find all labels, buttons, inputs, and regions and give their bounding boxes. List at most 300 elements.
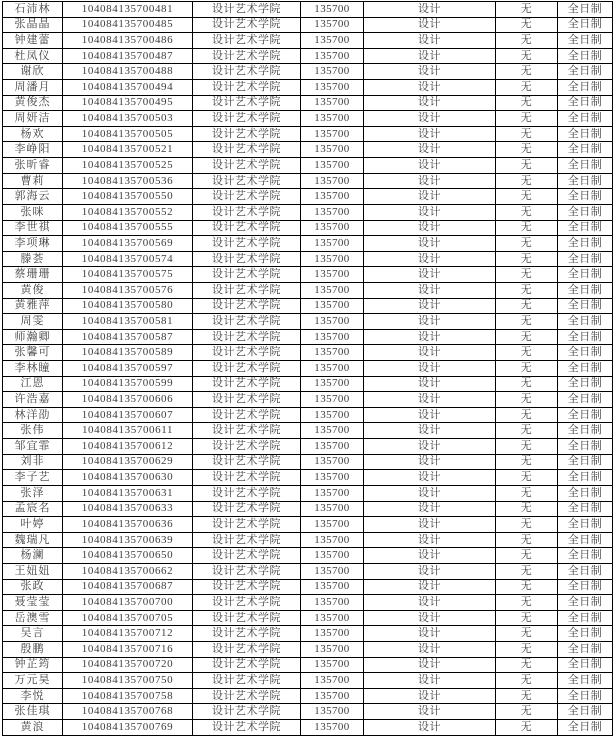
cell-major-name: 设计: [364, 579, 496, 595]
cell-college: 设计艺术学院: [193, 142, 301, 158]
table-row: [3, 33, 613, 49]
cell-major-name: 设计: [364, 48, 496, 64]
cell-candidate-id: 104084135700662: [63, 563, 193, 579]
cell-major-code: 135700: [301, 111, 364, 127]
cell-major-code: 135700: [301, 126, 364, 142]
cell-major-code: 135700: [301, 673, 364, 689]
table-row: [3, 236, 613, 252]
cell-student-name: 蔡珊珊: [3, 267, 63, 283]
cell-candidate-id: 104084135700631: [63, 485, 193, 501]
cell-study-mode: 全日制: [558, 17, 613, 33]
cell-college: 设计艺术学院: [193, 95, 301, 111]
cell-extra-exam: 无: [496, 345, 558, 361]
table-row: [3, 673, 613, 689]
cell-major-name: 设计: [364, 501, 496, 517]
cell-major-code: 135700: [301, 267, 364, 283]
cell-study-mode: 全日制: [558, 485, 613, 501]
cell-candidate-id: 104084135700536: [63, 173, 193, 189]
table-row: [3, 95, 613, 111]
cell-candidate-id: 104084135700576: [63, 282, 193, 298]
cell-extra-exam: 无: [496, 329, 558, 345]
table-row: [3, 454, 613, 470]
cell-student-name: 杜凤仪: [3, 48, 63, 64]
cell-college: 设计艺术学院: [193, 251, 301, 267]
cell-candidate-id: 104084135700495: [63, 95, 193, 111]
table-row: [3, 501, 613, 517]
cell-extra-exam: 无: [496, 376, 558, 392]
cell-major-name: 设计: [364, 142, 496, 158]
cell-candidate-id: 104084135700575: [63, 267, 193, 283]
cell-extra-exam: 无: [496, 236, 558, 252]
cell-college: 设计艺术学院: [193, 720, 301, 736]
cell-college: 设计艺术学院: [193, 579, 301, 595]
cell-student-name: 许浩嘉: [3, 392, 63, 408]
cell-study-mode: 全日制: [558, 204, 613, 220]
cell-study-mode: 全日制: [558, 189, 613, 205]
cell-major-name: 设计: [364, 158, 496, 174]
cell-extra-exam: 无: [496, 17, 558, 33]
cell-major-code: 135700: [301, 314, 364, 330]
cell-extra-exam: 无: [496, 95, 558, 111]
cell-college: 设计艺术学院: [193, 470, 301, 486]
table-row: [3, 173, 613, 189]
cell-student-name: 黄俊: [3, 282, 63, 298]
cell-extra-exam: 无: [496, 142, 558, 158]
cell-study-mode: 全日制: [558, 673, 613, 689]
table-row: [3, 111, 613, 127]
cell-study-mode: 全日制: [558, 657, 613, 673]
cell-extra-exam: 无: [496, 423, 558, 439]
cell-college: 设计艺术学院: [193, 80, 301, 96]
cell-extra-exam: 无: [496, 704, 558, 720]
cell-major-code: 135700: [301, 142, 364, 158]
table-row: [3, 329, 613, 345]
cell-college: 设计艺术学院: [193, 454, 301, 470]
cell-extra-exam: 无: [496, 126, 558, 142]
cell-student-name: 谢欣: [3, 64, 63, 80]
cell-study-mode: 全日制: [558, 517, 613, 533]
cell-extra-exam: 无: [496, 501, 558, 517]
table-row: [3, 720, 613, 736]
cell-college: 设计艺术学院: [193, 595, 301, 611]
cell-student-name: 黄俊杰: [3, 95, 63, 111]
cell-major-code: 135700: [301, 204, 364, 220]
cell-extra-exam: 无: [496, 392, 558, 408]
cell-major-name: 设计: [364, 2, 496, 18]
cell-college: 设计艺术学院: [193, 423, 301, 439]
cell-candidate-id: 104084135700525: [63, 158, 193, 174]
cell-study-mode: 全日制: [558, 563, 613, 579]
cell-major-code: 135700: [301, 251, 364, 267]
cell-major-code: 135700: [301, 33, 364, 49]
cell-candidate-id: 104084135700720: [63, 657, 193, 673]
cell-student-name: 张晶晶: [3, 17, 63, 33]
table-row: [3, 532, 613, 548]
cell-major-code: 135700: [301, 720, 364, 736]
cell-candidate-id: 104084135700481: [63, 2, 193, 18]
cell-major-code: 135700: [301, 563, 364, 579]
cell-major-name: 设计: [364, 392, 496, 408]
cell-candidate-id: 104084135700716: [63, 641, 193, 657]
cell-college: 设计艺术学院: [193, 376, 301, 392]
cell-study-mode: 全日制: [558, 470, 613, 486]
cell-college: 设计艺术学院: [193, 501, 301, 517]
table-row: [3, 626, 613, 642]
cell-extra-exam: 无: [496, 439, 558, 455]
cell-major-code: 135700: [301, 329, 364, 345]
cell-study-mode: 全日制: [558, 64, 613, 80]
cell-major-code: 135700: [301, 626, 364, 642]
cell-college: 设计艺术学院: [193, 329, 301, 345]
cell-college: 设计艺术学院: [193, 111, 301, 127]
cell-student-name: 李悦: [3, 688, 63, 704]
cell-student-name: 吴言: [3, 626, 63, 642]
cell-study-mode: 全日制: [558, 532, 613, 548]
cell-major-name: 设计: [364, 548, 496, 564]
cell-extra-exam: 无: [496, 579, 558, 595]
cell-candidate-id: 104084135700555: [63, 220, 193, 236]
cell-college: 设计艺术学院: [193, 220, 301, 236]
cell-study-mode: 全日制: [558, 501, 613, 517]
cell-candidate-id: 104084135700597: [63, 361, 193, 377]
cell-candidate-id: 104084135700599: [63, 376, 193, 392]
cell-major-name: 设计: [364, 329, 496, 345]
cell-major-code: 135700: [301, 220, 364, 236]
cell-major-code: 135700: [301, 345, 364, 361]
cell-college: 设计艺术学院: [193, 485, 301, 501]
cell-study-mode: 全日制: [558, 345, 613, 361]
table-row: [3, 610, 613, 626]
cell-major-name: 设计: [364, 563, 496, 579]
cell-major-code: 135700: [301, 439, 364, 455]
cell-candidate-id: 104084135700569: [63, 236, 193, 252]
cell-candidate-id: 104084135700629: [63, 454, 193, 470]
cell-candidate-id: 104084135700611: [63, 423, 193, 439]
cell-major-name: 设计: [364, 704, 496, 720]
cell-student-name: 李峥阳: [3, 142, 63, 158]
cell-study-mode: 全日制: [558, 48, 613, 64]
cell-student-name: 王妞妞: [3, 563, 63, 579]
cell-study-mode: 全日制: [558, 626, 613, 642]
cell-student-name: 邹宜霏: [3, 439, 63, 455]
table-row: [3, 579, 613, 595]
cell-major-name: 设计: [364, 610, 496, 626]
cell-major-name: 设计: [364, 517, 496, 533]
cell-college: 设计艺术学院: [193, 236, 301, 252]
cell-student-name: 滕荟: [3, 251, 63, 267]
table-row: [3, 314, 613, 330]
cell-major-name: 设计: [364, 485, 496, 501]
cell-extra-exam: 无: [496, 80, 558, 96]
cell-major-name: 设计: [364, 64, 496, 80]
cell-student-name: 殷鹏: [3, 641, 63, 657]
cell-study-mode: 全日制: [558, 595, 613, 611]
table-row: [3, 298, 613, 314]
cell-major-name: 设计: [364, 688, 496, 704]
table-row: [3, 595, 613, 611]
table-row: [3, 688, 613, 704]
cell-candidate-id: 104084135700687: [63, 579, 193, 595]
cell-study-mode: 全日制: [558, 704, 613, 720]
cell-major-code: 135700: [301, 298, 364, 314]
cell-extra-exam: 无: [496, 470, 558, 486]
cell-student-name: 张泽: [3, 485, 63, 501]
cell-extra-exam: 无: [496, 626, 558, 642]
cell-extra-exam: 无: [496, 454, 558, 470]
cell-college: 设计艺术学院: [193, 189, 301, 205]
cell-study-mode: 全日制: [558, 407, 613, 423]
table-row: [3, 563, 613, 579]
cell-candidate-id: 104084135700550: [63, 189, 193, 205]
cell-college: 设计艺术学院: [193, 361, 301, 377]
cell-student-name: 周妍洁: [3, 111, 63, 127]
admission-roster-table: [2, 1, 613, 736]
cell-study-mode: 全日制: [558, 95, 613, 111]
cell-major-code: 135700: [301, 548, 364, 564]
cell-extra-exam: 无: [496, 407, 558, 423]
table-row: [3, 126, 613, 142]
cell-college: 设计艺术学院: [193, 33, 301, 49]
cell-major-name: 设计: [364, 251, 496, 267]
cell-major-name: 设计: [364, 626, 496, 642]
table-row: [3, 64, 613, 80]
cell-study-mode: 全日制: [558, 173, 613, 189]
cell-study-mode: 全日制: [558, 392, 613, 408]
cell-major-name: 设计: [364, 532, 496, 548]
table-row: [3, 267, 613, 283]
cell-college: 设计艺术学院: [193, 626, 301, 642]
cell-candidate-id: 104084135700488: [63, 64, 193, 80]
cell-student-name: 李林瞳: [3, 361, 63, 377]
cell-major-name: 设计: [364, 126, 496, 142]
cell-major-code: 135700: [301, 595, 364, 611]
cell-extra-exam: 无: [496, 688, 558, 704]
cell-major-code: 135700: [301, 392, 364, 408]
cell-extra-exam: 无: [496, 48, 558, 64]
cell-extra-exam: 无: [496, 282, 558, 298]
cell-major-name: 设计: [364, 439, 496, 455]
cell-college: 设计艺术学院: [193, 48, 301, 64]
cell-major-code: 135700: [301, 407, 364, 423]
cell-college: 设计艺术学院: [193, 267, 301, 283]
cell-study-mode: 全日制: [558, 688, 613, 704]
cell-candidate-id: 104084135700769: [63, 720, 193, 736]
table-row: [3, 657, 613, 673]
cell-candidate-id: 104084135700487: [63, 48, 193, 64]
table-row: [3, 485, 613, 501]
cell-major-name: 设计: [364, 282, 496, 298]
cell-candidate-id: 104084135700700: [63, 595, 193, 611]
cell-student-name: 张政: [3, 579, 63, 595]
cell-candidate-id: 104084135700587: [63, 329, 193, 345]
table-row: [3, 423, 613, 439]
cell-major-code: 135700: [301, 48, 364, 64]
cell-extra-exam: 无: [496, 2, 558, 18]
cell-candidate-id: 104084135700503: [63, 111, 193, 127]
cell-major-code: 135700: [301, 610, 364, 626]
cell-student-name: 魏瑞凡: [3, 532, 63, 548]
cell-student-name: 周潘月: [3, 80, 63, 96]
cell-study-mode: 全日制: [558, 282, 613, 298]
cell-candidate-id: 104084135700581: [63, 314, 193, 330]
cell-study-mode: 全日制: [558, 361, 613, 377]
cell-major-code: 135700: [301, 236, 364, 252]
table-row: [3, 282, 613, 298]
table-row: [3, 204, 613, 220]
table-row: [3, 548, 613, 564]
cell-college: 设计艺术学院: [193, 64, 301, 80]
cell-extra-exam: 无: [496, 361, 558, 377]
table-row: [3, 517, 613, 533]
cell-major-code: 135700: [301, 2, 364, 18]
cell-extra-exam: 无: [496, 189, 558, 205]
cell-candidate-id: 104084135700633: [63, 501, 193, 517]
cell-student-name: 杨欢: [3, 126, 63, 142]
cell-candidate-id: 104084135700758: [63, 688, 193, 704]
cell-student-name: 李项琳: [3, 236, 63, 252]
cell-major-code: 135700: [301, 704, 364, 720]
cell-major-name: 设计: [364, 33, 496, 49]
cell-study-mode: 全日制: [558, 126, 613, 142]
cell-study-mode: 全日制: [558, 33, 613, 49]
cell-major-name: 设计: [364, 111, 496, 127]
cell-study-mode: 全日制: [558, 298, 613, 314]
cell-student-name: 张咪: [3, 204, 63, 220]
cell-major-code: 135700: [301, 657, 364, 673]
cell-student-name: 刘非: [3, 454, 63, 470]
table-row: [3, 220, 613, 236]
table-row: [3, 704, 613, 720]
table-row: [3, 361, 613, 377]
cell-extra-exam: 无: [496, 532, 558, 548]
cell-major-code: 135700: [301, 532, 364, 548]
cell-college: 设计艺术学院: [193, 17, 301, 33]
cell-major-code: 135700: [301, 361, 364, 377]
cell-student-name: 钟芷筠: [3, 657, 63, 673]
cell-candidate-id: 104084135700636: [63, 517, 193, 533]
cell-study-mode: 全日制: [558, 314, 613, 330]
cell-student-name: 张伟: [3, 423, 63, 439]
cell-study-mode: 全日制: [558, 423, 613, 439]
table-row: [3, 641, 613, 657]
cell-extra-exam: 无: [496, 485, 558, 501]
cell-major-name: 设计: [364, 173, 496, 189]
cell-candidate-id: 104084135700712: [63, 626, 193, 642]
cell-extra-exam: 无: [496, 33, 558, 49]
cell-extra-exam: 无: [496, 158, 558, 174]
cell-student-name: 张馨可: [3, 345, 63, 361]
cell-student-name: 黄雅萍: [3, 298, 63, 314]
cell-candidate-id: 104084135700580: [63, 298, 193, 314]
table-row: [3, 345, 613, 361]
cell-student-name: 聂莹莹: [3, 595, 63, 611]
cell-candidate-id: 104084135700589: [63, 345, 193, 361]
cell-study-mode: 全日制: [558, 80, 613, 96]
cell-major-code: 135700: [301, 17, 364, 33]
cell-candidate-id: 104084135700630: [63, 470, 193, 486]
cell-extra-exam: 无: [496, 251, 558, 267]
cell-student-name: 李子艺: [3, 470, 63, 486]
cell-college: 设计艺术学院: [193, 314, 301, 330]
cell-study-mode: 全日制: [558, 579, 613, 595]
cell-college: 设计艺术学院: [193, 532, 301, 548]
cell-college: 设计艺术学院: [193, 392, 301, 408]
cell-student-name: 郭海云: [3, 189, 63, 205]
cell-college: 设计艺术学院: [193, 407, 301, 423]
cell-study-mode: 全日制: [558, 454, 613, 470]
cell-college: 设计艺术学院: [193, 173, 301, 189]
cell-student-name: 林洋劭: [3, 407, 63, 423]
cell-candidate-id: 104084135700494: [63, 80, 193, 96]
cell-college: 设计艺术学院: [193, 704, 301, 720]
cell-study-mode: 全日制: [558, 548, 613, 564]
cell-extra-exam: 无: [496, 641, 558, 657]
table-row: [3, 376, 613, 392]
table-row: [3, 439, 613, 455]
cell-study-mode: 全日制: [558, 111, 613, 127]
table-row: [3, 2, 613, 18]
cell-major-code: 135700: [301, 641, 364, 657]
cell-major-code: 135700: [301, 95, 364, 111]
cell-candidate-id: 104084135700607: [63, 407, 193, 423]
cell-college: 设计艺术学院: [193, 673, 301, 689]
cell-extra-exam: 无: [496, 673, 558, 689]
cell-college: 设计艺术学院: [193, 610, 301, 626]
cell-extra-exam: 无: [496, 220, 558, 236]
cell-major-code: 135700: [301, 189, 364, 205]
cell-major-code: 135700: [301, 579, 364, 595]
cell-student-name: 师瀚卿: [3, 329, 63, 345]
cell-candidate-id: 104084135700486: [63, 33, 193, 49]
cell-student-name: 李世祺: [3, 220, 63, 236]
cell-major-name: 设计: [364, 220, 496, 236]
cell-extra-exam: 无: [496, 314, 558, 330]
cell-student-name: 石沛林: [3, 2, 63, 18]
cell-major-name: 设计: [364, 80, 496, 96]
table-row: [3, 407, 613, 423]
cell-study-mode: 全日制: [558, 158, 613, 174]
cell-major-name: 设计: [364, 454, 496, 470]
cell-major-name: 设计: [364, 298, 496, 314]
cell-major-code: 135700: [301, 688, 364, 704]
cell-student-name: 张昕睿: [3, 158, 63, 174]
cell-study-mode: 全日制: [558, 329, 613, 345]
cell-student-name: 万元昊: [3, 673, 63, 689]
cell-major-name: 设计: [364, 267, 496, 283]
cell-extra-exam: 无: [496, 204, 558, 220]
cell-extra-exam: 无: [496, 720, 558, 736]
cell-extra-exam: 无: [496, 517, 558, 533]
cell-student-name: 黄浪: [3, 720, 63, 736]
cell-candidate-id: 104084135700521: [63, 142, 193, 158]
cell-student-name: 周雯: [3, 314, 63, 330]
cell-major-code: 135700: [301, 80, 364, 96]
cell-study-mode: 全日制: [558, 251, 613, 267]
cell-study-mode: 全日制: [558, 376, 613, 392]
cell-candidate-id: 104084135700552: [63, 204, 193, 220]
cell-study-mode: 全日制: [558, 641, 613, 657]
cell-candidate-id: 104084135700612: [63, 439, 193, 455]
cell-major-code: 135700: [301, 485, 364, 501]
cell-extra-exam: 无: [496, 595, 558, 611]
cell-candidate-id: 104084135700750: [63, 673, 193, 689]
cell-study-mode: 全日制: [558, 267, 613, 283]
cell-student-name: 叶婷: [3, 517, 63, 533]
cell-major-code: 135700: [301, 501, 364, 517]
cell-college: 设计艺术学院: [193, 158, 301, 174]
cell-major-name: 设计: [364, 236, 496, 252]
cell-study-mode: 全日制: [558, 439, 613, 455]
